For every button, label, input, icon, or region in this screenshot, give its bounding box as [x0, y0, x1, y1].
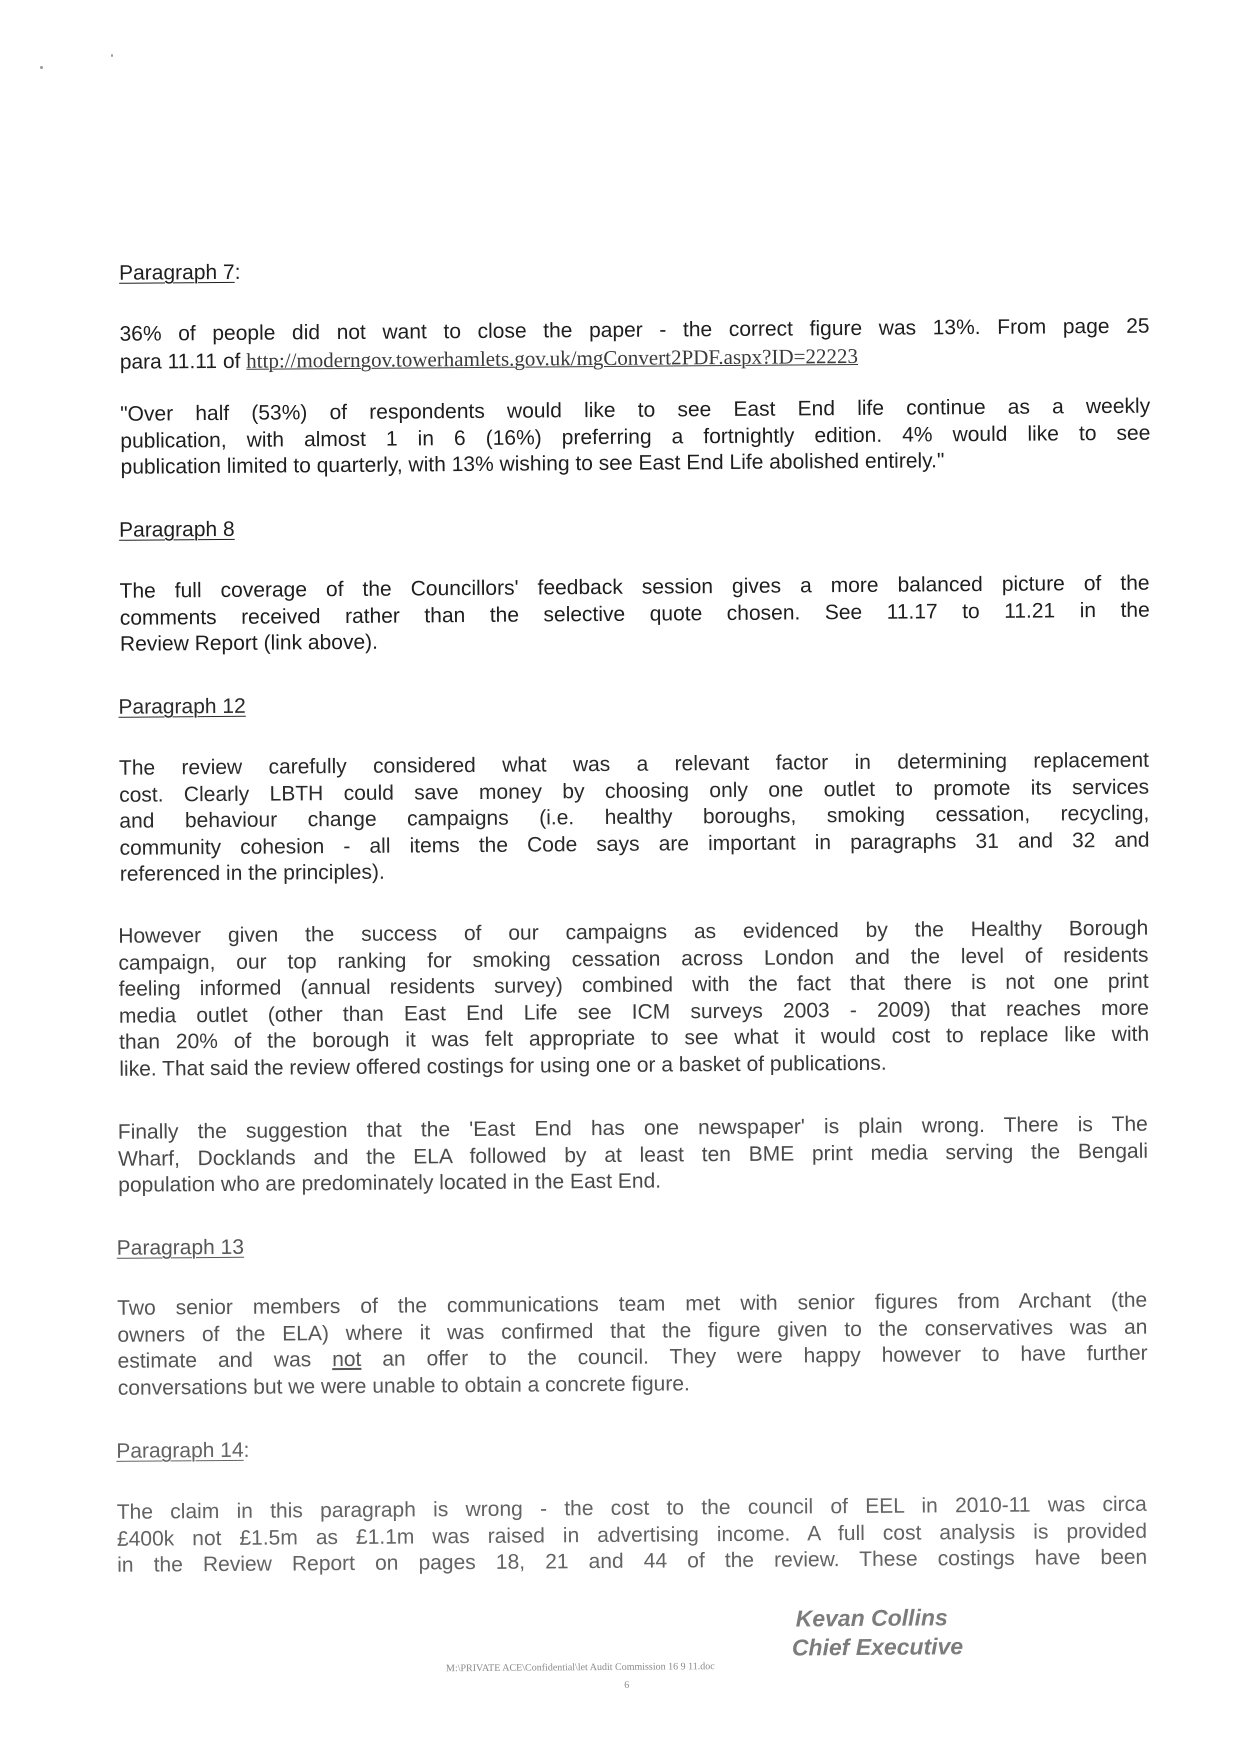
- paragraph-13-body: [117, 1288, 1148, 1402]
- text-line: media outlet (other than East End Life see ICM surveys 2003 - 2009) that reaches more: [118, 996, 1149, 1028]
- survey-quote: [120, 394, 1151, 482]
- text-line: conversations but we were unable to obtain a concrete figure.: [117, 1371, 690, 1400]
- text-line: cost. Clearly LBTH could save money by choosing only one outlet to promote its services: [119, 775, 1150, 807]
- paragraph-14-body: [117, 1492, 1148, 1580]
- text-line: "Over half (53%) of respondents would like to see East End life continue as a weekly: [120, 394, 1151, 426]
- text-line: The full coverage of the Councillors' feedback session gives a more balanced picture of the: [119, 571, 1150, 603]
- text-line: Wharf, Docklands and the ELA followed by at least ten BME print media serving the Bengali: [117, 1139, 1149, 1171]
- section-heading-paragraph-13: [117, 1236, 244, 1261]
- heading-suffix: :: [234, 260, 241, 284]
- signatory-name: Kevan Collins: [795, 1604, 948, 1632]
- text-line: than 20% of the borough it was felt appropriate to see what it would cost to replace like with: [119, 1022, 1150, 1054]
- section-heading-paragraph-14: [116, 1439, 249, 1464]
- text-line: community cohesion - all items the Code says are important in paragraphs 31 and 32 and: [119, 828, 1150, 860]
- signatory-title: Chief Executive: [791, 1633, 964, 1661]
- text-line: 36% of people did not want to close the paper - the correct figure was 13%. From page 25: [119, 314, 1150, 346]
- text-line: in the Review Report on pages 18, 21 and 44 of the review. These costings have been: [117, 1545, 1148, 1577]
- text-fragment: an offer to the council. They were happy however to have further: [361, 1341, 1148, 1371]
- section-heading-paragraph-12: [118, 695, 245, 720]
- text-line: Finally the suggestion that the 'East End has one newspaper' is plain wrong. There is The: [117, 1112, 1148, 1144]
- text-line: comments received rather than the selective quote chosen. See 11.17 to 11.21 in the: [119, 598, 1150, 630]
- page-number: 6: [624, 1679, 630, 1691]
- paragraph-7-body: [119, 314, 1149, 375]
- emphasized-word: not: [332, 1347, 362, 1372]
- heading-suffix: :: [243, 1438, 250, 1462]
- text-line: publication, with almost 1 in 6 (16%) preferring a fortnightly edition. 4% would like to see: [120, 421, 1151, 453]
- text-line: publication limited to quarterly, with 13% wishing to see East End Life abolished entirely.": [120, 449, 945, 479]
- paragraph-8-body: [119, 571, 1150, 659]
- text-line: population who are predominately located in the East End.: [118, 1169, 662, 1197]
- heading-text: Paragraph 13: [116, 1235, 245, 1260]
- section-heading-paragraph-7: [119, 261, 241, 286]
- heading-text: Paragraph 14: [116, 1438, 244, 1463]
- heading-text: Paragraph 12: [118, 694, 246, 719]
- text-line: Two senior members of the communications team met with senior figures from Archant (the: [117, 1288, 1148, 1320]
- footer-file-path: M:\PRIVATE ACE\Confidential\let Audit Commission 16 9 11.doc: [445, 1661, 715, 1675]
- paragraph-12-body-3: [118, 1112, 1149, 1200]
- text-line: campaign, our top ranking for smoking cessation across London and the level of residents: [118, 943, 1149, 975]
- text-line: and behaviour change campaigns (i.e. healthy boroughs, smoking cessation, recycling,: [119, 801, 1150, 833]
- text-line: owners of the ELA) where it was confirmed that the figure given to the conservatives was an: [117, 1315, 1148, 1347]
- paragraph-12-body-1: [119, 748, 1150, 889]
- text-line: like. That said the review offered costings for using one or a basket of publications.: [119, 1051, 887, 1081]
- heading-text: Paragraph 8: [118, 517, 235, 542]
- text-line: feeling informed (annual residents survey) combined with the fact that there is not one print: [118, 969, 1149, 1001]
- paragraph-12-body-2: [118, 916, 1149, 1083]
- text-line: Review Report (link above).: [119, 630, 378, 656]
- text-line: The claim in this paragraph is wrong - the cost to the council of EEL in 2010-11 was circa: [116, 1492, 1147, 1524]
- text-line: However given the success of our campaigns as evidenced by the Healthy Borough: [118, 916, 1149, 948]
- text-fragment: estimate and was: [117, 1348, 333, 1373]
- review-report-link[interactable]: http://moderngov.towerhamlets.gov.uk/mgConvert2PDF.aspx?ID=22223: [246, 343, 859, 373]
- heading-text: Paragraph 7: [118, 260, 235, 285]
- signature-block: [792, 1603, 964, 1662]
- section-heading-paragraph-8: [119, 518, 235, 543]
- text-fragment: para 11.11 of: [119, 349, 247, 374]
- text-line: The review carefully considered what was a relevant factor in determining replacement: [118, 748, 1150, 780]
- text-line: £400k not £1.5m as £1.1m was raised in advertising income. A full cost analysis is provided: [116, 1519, 1148, 1551]
- text-line: referenced in the principles).: [119, 860, 385, 886]
